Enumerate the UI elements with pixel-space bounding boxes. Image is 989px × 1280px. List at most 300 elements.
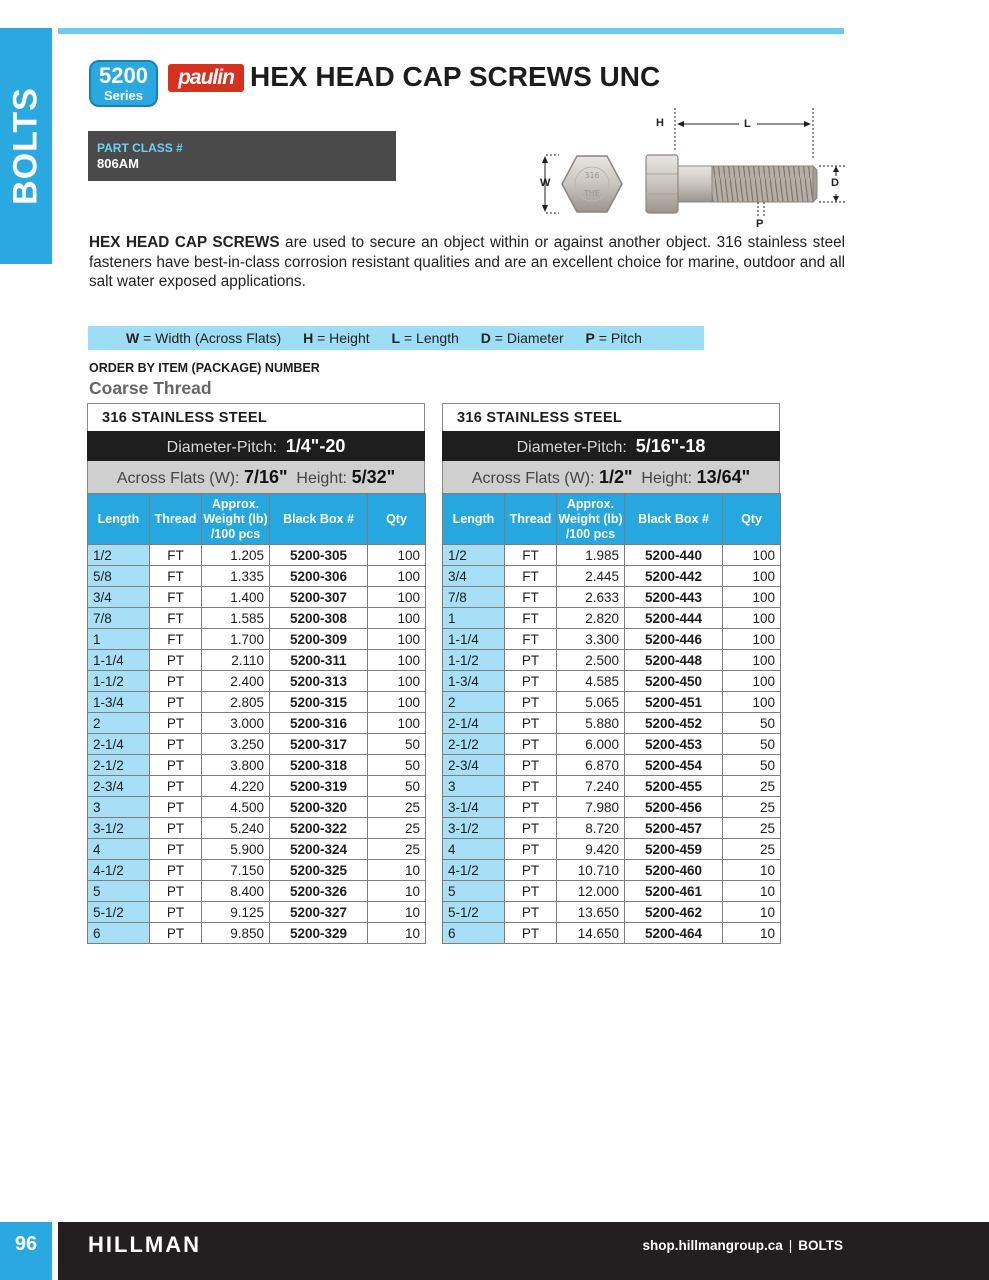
cell-length: 1-1/2 [88, 671, 150, 692]
cell-qty: 100 [723, 629, 781, 650]
table-row [88, 671, 426, 692]
dimension-legend [88, 326, 704, 350]
page-number: 96 [0, 1222, 52, 1280]
cell-length: 4-1/2 [88, 860, 150, 881]
cell-qty: 100 [723, 566, 781, 587]
cell-weight: 2.820 [557, 608, 625, 629]
cell-thread: PT [150, 734, 202, 755]
cell-thread: PT [505, 650, 557, 671]
cell-box-number: 5200-324 [270, 839, 368, 860]
cell-thread: PT [150, 713, 202, 734]
page-title: HEX HEAD CAP SCREWS UNC [250, 61, 661, 92]
table-row [443, 608, 781, 629]
cell-length: 4-1/2 [443, 860, 505, 881]
cell-qty: 100 [368, 650, 426, 671]
cell-qty: 25 [723, 818, 781, 839]
hex-head-end-view [562, 156, 622, 212]
cell-weight: 5.880 [557, 713, 625, 734]
cell-thread: PT [505, 755, 557, 776]
cell-weight: 14.650 [557, 923, 625, 944]
table-row [443, 860, 781, 881]
cell-length: 3-1/4 [443, 797, 505, 818]
cell-weight: 3.250 [202, 734, 270, 755]
cell-box-number: 5200-444 [625, 608, 723, 629]
cell-thread: FT [505, 608, 557, 629]
section-tab-label: BOLTS [6, 87, 45, 205]
diameter-pitch-label: Diameter-Pitch: [166, 439, 277, 456]
cell-length: 5/8 [88, 566, 150, 587]
across-flats-value: 1/2" [598, 467, 633, 487]
table-row [443, 671, 781, 692]
part-class-label: PART CLASS # [97, 141, 183, 155]
table-row [88, 713, 426, 734]
cell-length: 2-1/4 [443, 713, 505, 734]
legend-item-d: D = Diameter [480, 330, 564, 346]
table-header-row [443, 494, 781, 545]
cell-weight: 1.205 [202, 545, 270, 566]
table-row [88, 566, 426, 587]
cell-thread: FT [150, 587, 202, 608]
paulin-logo: paulin [168, 64, 244, 92]
table-row [88, 692, 426, 713]
cell-thread: PT [150, 797, 202, 818]
cell-thread: FT [505, 587, 557, 608]
legend-item-p: P = Pitch [585, 330, 642, 346]
intro-body: are used to secure an object within or against another object. 316 stainless steel fasteners have best-in-class corrosion resistant qualities and are an excellent choice for marine, outdoor and all salt water exposed applications. [89, 234, 845, 290]
screw-illustration [525, 98, 855, 236]
cell-box-number: 5200-457 [625, 818, 723, 839]
cell-box-number: 5200-307 [270, 587, 368, 608]
cell-thread: PT [150, 881, 202, 902]
table-row [443, 776, 781, 797]
col-header-qty: Qty [723, 494, 781, 545]
col-header-length: Length [88, 494, 150, 545]
table-row [88, 860, 426, 881]
cell-weight: 5.065 [557, 692, 625, 713]
cell-thread: FT [505, 629, 557, 650]
cell-box-number: 5200-320 [270, 797, 368, 818]
cell-qty: 10 [723, 860, 781, 881]
cell-thread: FT [150, 545, 202, 566]
cell-length: 6 [443, 923, 505, 944]
cell-box-number: 5200-448 [625, 650, 723, 671]
cell-box-number: 5200-461 [625, 881, 723, 902]
cell-box-number: 5200-317 [270, 734, 368, 755]
cell-length: 2-1/4 [88, 734, 150, 755]
cell-box-number: 5200-450 [625, 671, 723, 692]
table-body [443, 545, 781, 944]
cell-qty: 10 [368, 881, 426, 902]
cell-thread: FT [505, 566, 557, 587]
diameter-pitch-value: 1/4"-20 [285, 436, 346, 456]
cell-weight: 10.710 [557, 860, 625, 881]
table-row [443, 734, 781, 755]
table-row [88, 839, 426, 860]
across-flats-value: 7/16" [243, 467, 288, 487]
cell-length: 2 [443, 692, 505, 713]
cell-length: 2-1/2 [443, 734, 505, 755]
diameter-pitch-value: 5/16"-18 [635, 436, 706, 456]
cell-length: 5 [443, 881, 505, 902]
cell-length: 2-1/2 [88, 755, 150, 776]
table-row [88, 734, 426, 755]
cell-length: 5-1/2 [88, 902, 150, 923]
table-row [443, 692, 781, 713]
cell-box-number: 5200-316 [270, 713, 368, 734]
col-header-weight: Approx. Weight (lb) /100 pcs [557, 494, 625, 545]
cell-length: 2 [88, 713, 150, 734]
cell-qty: 100 [368, 587, 426, 608]
legend-item-h: H = Height [303, 330, 370, 346]
cell-length: 3 [443, 776, 505, 797]
cell-length: 1-1/4 [88, 650, 150, 671]
cell-qty: 25 [723, 797, 781, 818]
cell-weight: 2.400 [202, 671, 270, 692]
cell-box-number: 5200-460 [625, 860, 723, 881]
cell-weight: 7.240 [557, 776, 625, 797]
col-header-weight: Approx. Weight (lb) /100 pcs [202, 494, 270, 545]
top-rule [58, 28, 844, 34]
table-material: 316 STAINLESS STEEL [442, 403, 780, 431]
legend-item-l: L = Length [391, 330, 459, 346]
cell-weight: 3.800 [202, 755, 270, 776]
cell-weight: 9.850 [202, 923, 270, 944]
cell-box-number: 5200-456 [625, 797, 723, 818]
cell-thread: PT [150, 755, 202, 776]
cell-length: 1-1/4 [443, 629, 505, 650]
cell-length: 5 [88, 881, 150, 902]
cell-length: 6 [88, 923, 150, 944]
cell-length: 1 [88, 629, 150, 650]
cell-length: 1-3/4 [443, 671, 505, 692]
table-row [88, 776, 426, 797]
footer-separator: | [788, 1238, 793, 1253]
part-class-box [88, 131, 396, 181]
cell-qty: 100 [368, 671, 426, 692]
screw-diagram [525, 98, 855, 236]
table-row [443, 545, 781, 566]
spec-table-quarter-inch [87, 403, 425, 944]
cell-qty: 100 [723, 692, 781, 713]
cell-box-number: 5200-455 [625, 776, 723, 797]
cell-box-number: 5200-318 [270, 755, 368, 776]
table-row [88, 923, 426, 944]
cell-weight: 8.720 [557, 818, 625, 839]
cell-box-number: 5200-308 [270, 608, 368, 629]
cell-thread: PT [505, 713, 557, 734]
cell-thread: PT [150, 902, 202, 923]
cell-length: 1-1/2 [443, 650, 505, 671]
diameter-pitch-label: Diameter-Pitch: [516, 439, 627, 456]
cell-qty: 100 [368, 713, 426, 734]
order-by-heading: ORDER BY ITEM (PACKAGE) NUMBER [89, 361, 320, 375]
cell-length: 5-1/2 [443, 902, 505, 923]
dim-label-d: D [831, 177, 839, 189]
cell-length: 1-3/4 [88, 692, 150, 713]
height-label: Height: [296, 470, 348, 487]
cell-thread: PT [505, 776, 557, 797]
cell-length: 3/4 [443, 566, 505, 587]
cell-weight: 9.125 [202, 902, 270, 923]
part-class-value: 806AM [97, 156, 139, 171]
diameter-pitch-row [442, 431, 780, 461]
cell-thread: PT [505, 692, 557, 713]
cell-weight: 1.985 [557, 545, 625, 566]
cell-qty: 10 [368, 923, 426, 944]
cell-qty: 100 [723, 650, 781, 671]
cell-qty: 10 [368, 902, 426, 923]
cell-length: 7/8 [88, 608, 150, 629]
cell-length: 1 [443, 608, 505, 629]
cell-box-number: 5200-305 [270, 545, 368, 566]
cell-box-number: 5200-443 [625, 587, 723, 608]
cell-qty: 50 [368, 755, 426, 776]
table-material: 316 STAINLESS STEEL [87, 403, 425, 431]
cell-qty: 100 [368, 545, 426, 566]
table-row [88, 902, 426, 923]
cell-length: 7/8 [443, 587, 505, 608]
cell-box-number: 5200-319 [270, 776, 368, 797]
cell-length: 3-1/2 [88, 818, 150, 839]
cell-qty: 50 [723, 713, 781, 734]
table-row [88, 545, 426, 566]
cell-thread: PT [150, 860, 202, 881]
cell-box-number: 5200-325 [270, 860, 368, 881]
dim-label-l: L [744, 118, 751, 130]
cell-weight: 5.900 [202, 839, 270, 860]
cell-thread: PT [150, 650, 202, 671]
height-label: Height: [641, 470, 693, 487]
cell-qty: 10 [723, 881, 781, 902]
cell-thread: PT [150, 839, 202, 860]
cell-weight: 7.150 [202, 860, 270, 881]
table-row [443, 566, 781, 587]
cell-weight: 1.585 [202, 608, 270, 629]
cell-weight: 12.000 [557, 881, 625, 902]
col-header-thread: Thread [150, 494, 202, 545]
cell-thread: PT [505, 860, 557, 881]
cell-qty: 25 [368, 839, 426, 860]
cell-weight: 7.980 [557, 797, 625, 818]
table-row [88, 818, 426, 839]
cell-thread: PT [505, 818, 557, 839]
cell-box-number: 5200-454 [625, 755, 723, 776]
cell-weight: 5.240 [202, 818, 270, 839]
cell-thread: PT [150, 692, 202, 713]
footer-url[interactable]: shop.hillmangroup.ca [642, 1238, 783, 1253]
table-row [443, 923, 781, 944]
table-row [88, 755, 426, 776]
section-tab [0, 28, 52, 264]
cell-thread: PT [505, 734, 557, 755]
cell-qty: 100 [368, 566, 426, 587]
table-row [443, 629, 781, 650]
cell-length: 1/2 [88, 545, 150, 566]
cell-thread: PT [505, 839, 557, 860]
spec-table [87, 493, 426, 944]
cell-weight: 4.585 [557, 671, 625, 692]
cell-qty: 10 [723, 923, 781, 944]
col-header-box: Black Box # [270, 494, 368, 545]
across-flats-row [442, 461, 780, 493]
cell-thread: PT [505, 797, 557, 818]
cell-thread: PT [505, 923, 557, 944]
cell-thread: PT [505, 881, 557, 902]
cell-box-number: 5200-452 [625, 713, 723, 734]
cell-box-number: 5200-327 [270, 902, 368, 923]
cell-length: 3-1/2 [443, 818, 505, 839]
cell-weight: 3.000 [202, 713, 270, 734]
cell-weight: 13.650 [557, 902, 625, 923]
cell-box-number: 5200-446 [625, 629, 723, 650]
cell-qty: 50 [723, 734, 781, 755]
cell-weight: 2.445 [557, 566, 625, 587]
table-row [443, 587, 781, 608]
table-row [88, 881, 426, 902]
cell-thread: FT [505, 545, 557, 566]
cell-qty: 25 [368, 818, 426, 839]
svg-text:THE: THE [584, 189, 600, 198]
cell-thread: FT [150, 608, 202, 629]
dim-label-h: H [656, 117, 664, 129]
legend-item-w: W = Width (Across Flats) [126, 330, 282, 346]
series-label: Series [103, 88, 144, 103]
cell-qty: 25 [368, 797, 426, 818]
cell-weight: 1.335 [202, 566, 270, 587]
diameter-pitch-row [87, 431, 425, 461]
cell-thread: PT [150, 818, 202, 839]
table-row [88, 608, 426, 629]
cell-weight: 9.420 [557, 839, 625, 860]
footer-section: BOLTS [798, 1238, 843, 1253]
cell-box-number: 5200-311 [270, 650, 368, 671]
cell-qty: 10 [723, 902, 781, 923]
cell-weight: 2.500 [557, 650, 625, 671]
cell-qty: 100 [368, 629, 426, 650]
intro-lead: HEX HEAD CAP SCREWS [89, 234, 280, 251]
spec-table-five-sixteenths [442, 403, 780, 944]
cell-box-number: 5200-464 [625, 923, 723, 944]
cell-box-number: 5200-442 [625, 566, 723, 587]
cell-box-number: 5200-313 [270, 671, 368, 692]
screw-shank [678, 166, 712, 202]
table-row [443, 650, 781, 671]
cell-thread: PT [150, 671, 202, 692]
height-value: 5/32" [351, 467, 396, 487]
series-badge [89, 60, 158, 107]
cell-weight: 3.300 [557, 629, 625, 650]
across-flats-label: Across Flats (W): [471, 470, 595, 487]
cell-thread: PT [505, 902, 557, 923]
height-value: 13/64" [696, 467, 751, 487]
cell-weight: 8.400 [202, 881, 270, 902]
spec-table [442, 493, 781, 944]
cell-box-number: 5200-315 [270, 692, 368, 713]
cell-box-number: 5200-329 [270, 923, 368, 944]
table-row [443, 902, 781, 923]
cell-weight: 6.000 [557, 734, 625, 755]
table-body [88, 545, 426, 944]
cell-length: 4 [443, 839, 505, 860]
svg-text:316: 316 [584, 171, 600, 180]
cell-box-number: 5200-451 [625, 692, 723, 713]
cell-thread: FT [150, 566, 202, 587]
across-flats-label: Across Flats (W): [116, 470, 240, 487]
cell-weight: 6.870 [557, 755, 625, 776]
cell-qty: 100 [723, 671, 781, 692]
cell-box-number: 5200-326 [270, 881, 368, 902]
cell-box-number: 5200-322 [270, 818, 368, 839]
cell-qty: 50 [368, 734, 426, 755]
cell-qty: 100 [723, 608, 781, 629]
table-row [88, 629, 426, 650]
cell-box-number: 5200-462 [625, 902, 723, 923]
col-header-thread: Thread [505, 494, 557, 545]
table-row [443, 797, 781, 818]
cell-length: 3/4 [88, 587, 150, 608]
cell-box-number: 5200-309 [270, 629, 368, 650]
screw-head-side [646, 155, 678, 213]
cell-qty: 100 [368, 608, 426, 629]
cell-qty: 100 [723, 587, 781, 608]
table-row [88, 650, 426, 671]
cell-thread: PT [505, 671, 557, 692]
table-row [443, 755, 781, 776]
cell-weight: 2.633 [557, 587, 625, 608]
table-row [443, 713, 781, 734]
table-row [443, 881, 781, 902]
intro-paragraph [89, 233, 845, 292]
table-row [443, 818, 781, 839]
cell-weight: 4.220 [202, 776, 270, 797]
cell-box-number: 5200-459 [625, 839, 723, 860]
cell-weight: 1.700 [202, 629, 270, 650]
dim-label-p: P [756, 218, 764, 230]
across-flats-row [87, 461, 425, 493]
cell-thread: PT [150, 776, 202, 797]
cell-thread: PT [150, 923, 202, 944]
table-row [443, 839, 781, 860]
cell-qty: 100 [368, 692, 426, 713]
cell-weight: 2.110 [202, 650, 270, 671]
cell-qty: 25 [723, 839, 781, 860]
cell-length: 2-3/4 [443, 755, 505, 776]
series-number: 5200 [99, 63, 148, 88]
cell-box-number: 5200-440 [625, 545, 723, 566]
hillman-logo: HILLMAN [88, 1232, 201, 1257]
cell-weight: 2.805 [202, 692, 270, 713]
table-header-row [88, 494, 426, 545]
footer-links [642, 1238, 843, 1253]
table-row [88, 587, 426, 608]
dim-label-w: W [540, 177, 551, 189]
cell-thread: FT [150, 629, 202, 650]
cell-box-number: 5200-306 [270, 566, 368, 587]
cell-length: 2-3/4 [88, 776, 150, 797]
cell-length: 3 [88, 797, 150, 818]
cell-qty: 10 [368, 860, 426, 881]
cell-length: 1/2 [443, 545, 505, 566]
table-row [88, 797, 426, 818]
cell-weight: 4.500 [202, 797, 270, 818]
screw-thread [712, 166, 813, 202]
col-header-qty: Qty [368, 494, 426, 545]
cell-qty: 50 [723, 755, 781, 776]
cell-qty: 100 [723, 545, 781, 566]
thread-type-heading: Coarse Thread [89, 378, 212, 398]
cell-box-number: 5200-453 [625, 734, 723, 755]
cell-length: 4 [88, 839, 150, 860]
